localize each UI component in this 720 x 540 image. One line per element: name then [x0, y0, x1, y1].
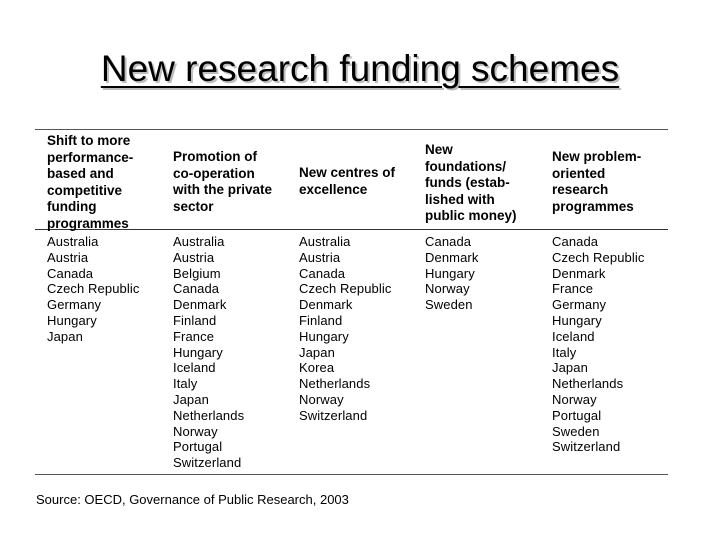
list-item: Japan — [299, 344, 335, 360]
list-item: Hungary — [173, 344, 223, 360]
list-item: Iceland — [552, 328, 595, 344]
table-top-rule — [35, 129, 668, 130]
column-header: Shift to more performance- based and competitive funding programmes — [47, 133, 134, 231]
column-header: New problem- oriented research programmes — [552, 149, 642, 214]
list-item: Australia — [47, 234, 99, 249]
list-item: Norway — [299, 391, 344, 407]
list-item: Japan — [47, 328, 83, 344]
list-item: Sweden — [425, 297, 473, 313]
list-item: Hungary — [47, 312, 97, 328]
list-item: Switzerland — [173, 455, 242, 471]
column-header: New foundations/ funds (estab- lished with public money) — [425, 142, 517, 223]
list-item: Norway — [425, 281, 470, 297]
list-item: Australia — [173, 234, 225, 249]
list-item: Sweden — [552, 423, 600, 439]
list-item: Canada — [425, 234, 472, 249]
list-item: Czech Republic — [552, 249, 645, 265]
list-item: Finland — [299, 312, 343, 328]
column-list — [425, 234, 478, 313]
list-item: Italy — [552, 344, 577, 360]
list-item: Japan — [173, 391, 209, 407]
column-header: Promotion of co-operation with the private sector — [173, 149, 273, 214]
list-item: Denmark — [552, 265, 606, 281]
list-item: Japan — [552, 360, 588, 376]
list-item: Portugal — [552, 407, 602, 423]
list-item: Austria — [173, 249, 215, 265]
list-item: Australia — [299, 234, 351, 249]
list-item: Norway — [173, 423, 218, 439]
list-item: Canada — [173, 281, 220, 297]
list-item: Hungary — [299, 328, 349, 344]
list-item: Iceland — [173, 360, 216, 376]
column-list — [173, 234, 244, 471]
list-item: Czech Republic — [299, 281, 392, 297]
list-item: Portugal — [173, 439, 223, 455]
list-item: Czech Republic — [47, 281, 140, 297]
column-header: New centres of excellence — [299, 165, 396, 197]
list-item: Switzerland — [299, 407, 368, 423]
list-item: Denmark — [425, 249, 479, 265]
list-item: France — [173, 328, 215, 344]
list-item: Denmark — [173, 297, 227, 313]
list-item: Netherlands — [299, 376, 371, 392]
table-bottom-rule — [35, 474, 668, 475]
list-item: Austria — [299, 249, 341, 265]
list-item: Canada — [47, 265, 94, 281]
list-item: Netherlands — [173, 407, 245, 423]
list-item: Hungary — [425, 265, 475, 281]
column-list — [47, 234, 139, 345]
list-item: Hungary — [552, 312, 602, 328]
list-item: Switzerland — [552, 439, 621, 455]
list-item: Korea — [299, 360, 335, 376]
column-list — [552, 234, 644, 455]
list-item: Austria — [47, 249, 89, 265]
column-list — [299, 234, 391, 424]
page-title: New research funding schemes — [100, 48, 620, 89]
list-item: Denmark — [299, 297, 353, 313]
list-item: Canada — [552, 234, 599, 249]
list-item: Canada — [299, 265, 346, 281]
list-item: Italy — [173, 376, 198, 392]
list-item: Germany — [47, 297, 102, 313]
source-note: Source: OECD, Governance of Public Research, 2003 — [36, 492, 349, 507]
list-item: Netherlands — [552, 376, 624, 392]
list-item: Norway — [552, 391, 597, 407]
list-item: Finland — [173, 312, 217, 328]
list-item: Belgium — [173, 265, 221, 281]
list-item: Germany — [552, 297, 607, 313]
list-item: France — [552, 281, 594, 297]
